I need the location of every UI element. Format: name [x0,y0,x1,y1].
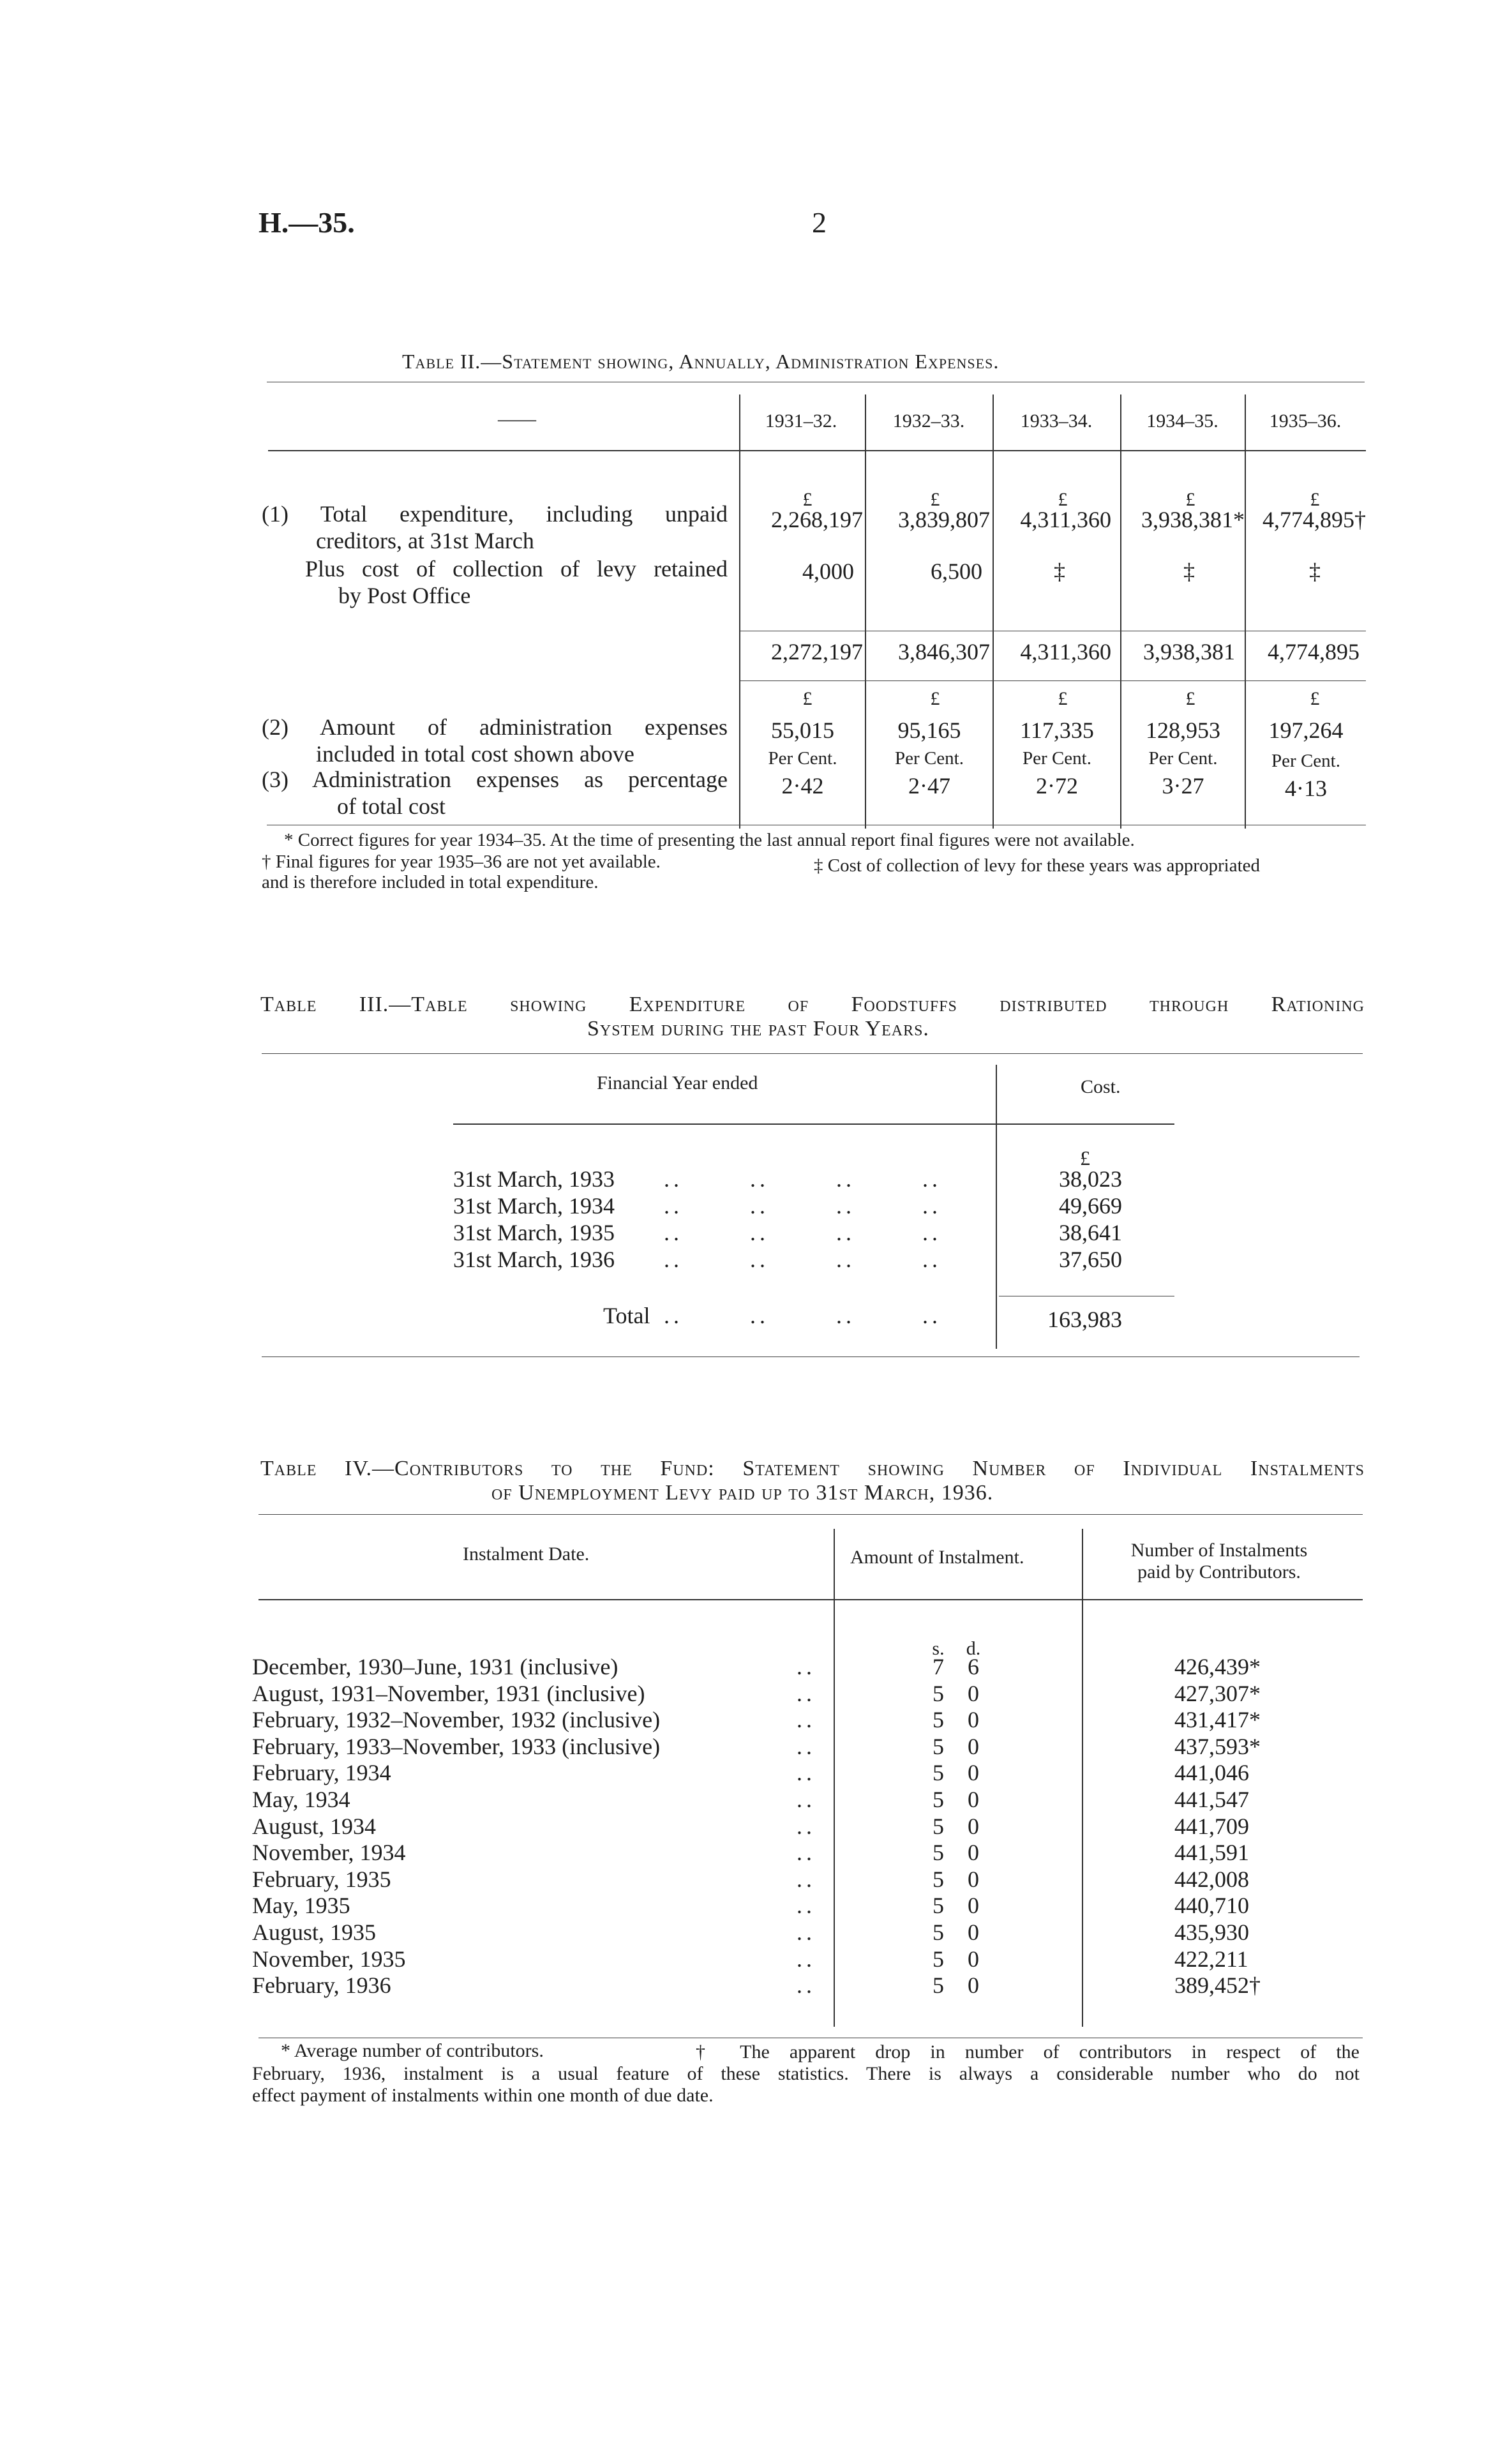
instalment-count: 426,439* [1174,1654,1261,1679]
total-value: 163,983 [1047,1307,1122,1332]
table-4-col-header: Number of Instalments [1130,1540,1308,1561]
table-2-footnote: † Final figures for year 1935–36 are not yet available. [262,852,661,872]
amount-pence: 0 [968,1681,979,1706]
leader-dots: .. [797,1867,816,1892]
amount-pence: 0 [968,1867,979,1892]
table-3-col-header: Cost. [1081,1076,1121,1097]
table-4-footnote: February, 1936, instalment is a usual feature of these statistics. There is always a considerable number who do not [252,2063,1360,2084]
amount-pence: 0 [968,1972,979,1998]
instalment-date: August, 1931–November, 1931 (inclusive) [252,1681,645,1706]
amount-shillings: 5 [933,1734,944,1759]
instalment-date: February, 1932–November, 1932 (inclusive) [252,1707,661,1732]
instalment-date: May, 1934 [252,1787,350,1812]
row-2-value: 117,335 [1020,717,1094,743]
unit-shillings: s. [932,1638,945,1659]
table-2-year-header: 1934–35. [1146,410,1218,432]
row-3-value: 2·47 [908,773,950,799]
instalment-date: August, 1934 [252,1814,377,1839]
instalment-count: 441,046 [1174,1760,1249,1785]
leader-dots: .. [797,1654,816,1679]
amount-shillings: 5 [933,1867,944,1892]
leader-dots: .. [797,1840,816,1865]
currency-symbol: £ [1058,688,1068,709]
per-cent-label: Per Cent. [895,748,964,769]
leader-dots: .. .. .. .. [664,1247,941,1272]
amount-pence: 0 [968,1919,979,1945]
instalment-date: February, 1933–November, 1933 (inclusive) [252,1734,661,1759]
leader-dots: .. .. .. .. [664,1220,941,1245]
amount-shillings: 5 [933,1760,944,1785]
leader-dots: .. [797,1893,816,1918]
table-3-title: Table III.—Table showing Expenditure of Foodstuffs distributed through Rationing [260,993,1365,1016]
table-4-footnote: effect payment of instalments within one month of due date. [252,2085,714,2106]
leader-dots: .. [797,1760,816,1785]
amount-shillings: 7 [933,1654,944,1679]
row-1-label-cont: creditors, at 31st March [316,528,534,553]
row-1-value: 2,268,197 [771,507,863,532]
instalment-count: 435,930 [1174,1919,1249,1945]
leader-dots: .. [797,1734,816,1759]
levy-value: ‡ [1309,559,1321,584]
amount-shillings: 5 [933,1681,944,1706]
cost-value: 38,641 [1059,1220,1122,1245]
row-1-value: 4,311,360 [1020,507,1111,532]
table-4-col-header: paid by Contributors. [1137,1561,1301,1582]
levy-value: ‡ [1054,559,1065,584]
page-reference: H.—35. [258,206,355,239]
instalment-count: 422,211 [1174,1946,1248,1972]
instalment-count: 441,547 [1174,1787,1249,1812]
instalment-count: 389,452† [1174,1972,1261,1998]
table-4-col-header: Amount of Instalment. [850,1547,1024,1568]
row-2-value: 128,953 [1146,717,1220,743]
amount-shillings: 5 [933,1946,944,1972]
year-label: 31st March, 1935 [453,1220,615,1245]
amount-pence: 0 [968,1893,979,1918]
total-value: 3,846,307 [898,639,990,665]
leader-dots: .. [797,1946,816,1972]
row-2-value: 55,015 [771,717,834,743]
cost-value: 49,669 [1059,1193,1122,1219]
row-3-value: 4·13 [1285,776,1327,801]
instalment-count: 442,008 [1174,1867,1249,1892]
row-1-value: 4,774,895† [1262,507,1366,532]
year-label: 31st March, 1936 [453,1247,615,1272]
table-2-blank-header: —— [498,409,536,430]
row-2-value: 197,264 [1268,717,1344,743]
table-4-title: Table IV.—Contributors to the Fund: Statement showing Number of Individual Instalments [260,1457,1365,1480]
amount-pence: 6 [968,1654,979,1679]
instalment-date: February, 1936 [252,1972,391,1998]
currency-symbol: £ [1310,489,1320,510]
leader-dots: .. .. .. .. [664,1193,941,1219]
page-number: 2 [812,206,827,239]
table-2-footnote: and is therefore included in total expenditure. [262,872,599,892]
row-2-value: 95,165 [897,717,961,743]
table-3-col-header: Financial Year ended [597,1072,758,1093]
table-2-year-header: 1931–32. [765,410,837,432]
table-2-year-header: 1935–36. [1269,410,1342,432]
per-cent-label: Per Cent. [1023,748,1091,769]
instalment-date: February, 1934 [252,1760,391,1785]
levy-value: 4,000 [802,559,854,584]
year-label: 31st March, 1934 [453,1193,615,1219]
amount-pence: 0 [968,1946,979,1972]
levy-label: Plus cost of collection of levy retained [305,556,728,582]
row-2-label-cont: included in total cost shown above [316,741,634,767]
currency-symbol: £ [1058,489,1068,510]
row-3-value: 2·72 [1036,773,1078,799]
currency-symbol: £ [1185,688,1195,709]
instalment-count: 431,417* [1174,1707,1261,1732]
table-3-title-cont: System during the past Four Years. [587,1017,929,1040]
total-label: Total [603,1303,650,1328]
amount-shillings: 5 [933,1707,944,1732]
instalment-count: 441,591 [1174,1840,1249,1865]
currency-symbol: £ [930,688,940,709]
leader-dots: .. [797,1814,816,1839]
per-cent-label: Per Cent. [1148,748,1218,769]
row-3-label: (3) Administration expenses as percentage [262,767,728,792]
row-1-value: 3,839,807 [898,507,990,532]
instalment-date: August, 1935 [252,1919,377,1945]
table-2-footnote: * Correct figures for year 1934–35. At the time of presenting the last annual report final figures were not available. [284,830,1135,850]
unit-pence: d. [966,1638,981,1659]
table-4-footnote: * Average number of contributors. [281,2040,544,2061]
row-3-value: 3·27 [1162,773,1204,799]
amount-pence: 0 [968,1787,979,1812]
amount-shillings: 5 [933,1814,944,1839]
table-4-title-cont: of Unemployment Levy paid up to 31st March, 1936. [491,1481,994,1505]
amount-shillings: 5 [933,1919,944,1945]
cost-value: 37,650 [1059,1247,1122,1272]
total-value: 2,272,197 [771,639,863,665]
amount-pence: 0 [968,1840,979,1865]
instalment-count: 427,307* [1174,1681,1261,1706]
table-2-title: Table II.—Statement showing, Annually, Administration Expenses. [402,350,1000,373]
per-cent-label: Per Cent. [768,748,837,769]
leader-dots: .. [797,1972,816,1998]
table-2-year-header: 1933–34. [1020,410,1093,432]
leader-dots: .. [797,1681,816,1706]
row-3-label-cont: of total cost [337,793,446,819]
row-2-label: (2) Amount of administration expenses [262,714,728,740]
amount-shillings: 5 [933,1972,944,1998]
amount-shillings: 5 [933,1840,944,1865]
leader-dots: .. [797,1919,816,1945]
instalment-date: November, 1935 [252,1946,406,1972]
leader-dots: .. .. .. .. [664,1166,941,1192]
table-2-footnote: ‡ Cost of collection of levy for these years was appropriated [814,855,1261,876]
leader-dots: .. [797,1707,816,1732]
row-3-value: 2·42 [781,773,824,799]
table-4-footnote: † The apparent drop in number of contributors in respect of the [696,2041,1360,2062]
table-4-col-header: Instalment Date. [463,1544,590,1565]
levy-label-cont: by Post Office [338,583,471,608]
year-label: 31st March, 1933 [453,1166,615,1192]
total-value: 3,938,381 [1143,639,1235,665]
currency-symbol: £ [930,489,940,510]
instalment-date: November, 1934 [252,1840,406,1865]
leader-dots: .. .. .. .. [664,1303,941,1328]
row-1-label: (1) Total expenditure, including unpaid [262,501,728,527]
instalment-date: February, 1935 [252,1867,391,1892]
per-cent-label: Per Cent. [1271,751,1340,771]
instalment-date: December, 1930–June, 1931 (inclusive) [252,1654,618,1679]
instalment-count: 440,710 [1174,1893,1249,1918]
total-value: 4,311,360 [1020,639,1111,665]
currency-symbol: £ [802,489,813,510]
instalment-count: 437,593* [1174,1734,1261,1759]
levy-value: ‡ [1183,559,1195,584]
table-2-year-header: 1932–33. [892,410,965,432]
total-value: 4,774,895 [1268,639,1360,665]
amount-pence: 0 [968,1760,979,1785]
currency-symbol: £ [1080,1146,1090,1169]
currency-symbol: £ [1310,688,1320,709]
instalment-count: 441,709 [1174,1814,1249,1839]
row-1-value: 3,938,381* [1141,507,1245,532]
amount-pence: 0 [968,1707,979,1732]
currency-symbol: £ [802,688,813,709]
amount-pence: 0 [968,1814,979,1839]
instalment-date: May, 1935 [252,1893,350,1918]
amount-pence: 0 [968,1734,979,1759]
leader-dots: .. [797,1787,816,1812]
currency-symbol: £ [1185,489,1195,510]
amount-shillings: 5 [933,1787,944,1812]
levy-value: 6,500 [931,559,982,584]
amount-shillings: 5 [933,1893,944,1918]
cost-value: 38,023 [1059,1166,1122,1192]
